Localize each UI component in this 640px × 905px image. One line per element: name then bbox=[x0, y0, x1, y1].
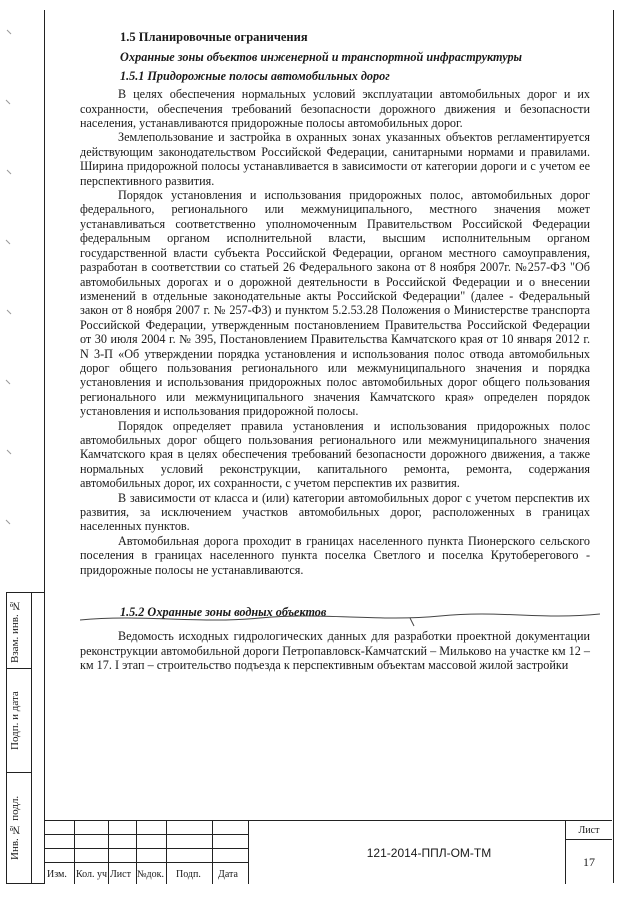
col-list: Лист bbox=[110, 869, 131, 880]
sheet-number: 17 bbox=[583, 855, 595, 869]
paragraph: В зависимости от класса и (или) категории автомобильных дорог с учетом перспектив их развития, за исключением участков автомобильных дорог, расположенных в границах населенных пунктов. bbox=[80, 490, 590, 534]
stamp-label: Взам. инв. № bbox=[9, 599, 21, 663]
title-block bbox=[44, 820, 612, 884]
stamp-label: Подп. и дата bbox=[9, 691, 21, 751]
subsection-water-zones: 1.5.2 Охранные зоны водных объектов bbox=[120, 605, 327, 620]
paragraph: Порядок определяет правила установления и использования придорожных полос автомобильных дорог общего пользования регионального или межмуниципального значения Камчатского края в целях обеспечения требований безопасности дорожного движения, а также нормальных условий реконструкции, капитального ремонта, ремонта, содержания автомобильных дорог, их сохранности, с учетом перспектив их развития. bbox=[80, 418, 590, 491]
col-kol: Кол. уч bbox=[76, 869, 108, 880]
side-stamp bbox=[6, 592, 32, 884]
subsection-infrastructure: Охранные зоны объектов инженерной и транспортной инфраструктуры bbox=[120, 50, 523, 65]
side-stamp-column bbox=[30, 592, 45, 884]
sheet-box bbox=[565, 821, 612, 884]
paragraph: Ведомость исходных гидрологических данных для разработки проектной документации реконструкции автомобильной дороги Петропавловск-Камчатский – Мильково на участке км 12 – км 17. I этап – строительство подъезда к перспективным объектам массовой жилой застройки bbox=[80, 629, 590, 673]
paragraph: Автомобильная дорога проходит в границах населенного пункта Пионерского сельского поселения в границах населенного пункта поселка Светлого и поселка Крутоберегового - придорожные полосы не устанавливаются. bbox=[80, 533, 590, 577]
stamp-label: Инв. № подл. bbox=[9, 795, 21, 861]
col-data: Дата bbox=[218, 869, 238, 880]
stamp-cell-sign-date bbox=[7, 669, 31, 773]
col-ndok: №док. bbox=[137, 869, 164, 880]
document-body bbox=[80, 30, 590, 673]
stamp-cell-inv-original bbox=[7, 773, 31, 883]
sheet-label: Лист bbox=[566, 825, 612, 840]
document-code: 121-2014-ППЛ-ОМ-ТМ bbox=[248, 821, 609, 884]
handwritten-underline bbox=[80, 610, 600, 630]
paragraph: В целях обеспечения нормальных условий эксплуатации автомобильных дорог и их сохранности, обеспечения требований безопасности дорожного движения и безопасности населения, устанавливаются придорожные полосы автомобильных дорог. bbox=[80, 87, 590, 131]
col-izm: Изм. bbox=[47, 869, 67, 880]
col-podp: Подп. bbox=[176, 869, 201, 880]
paragraph: Землепользование и застройка в охранных зонах указанных объектов регламентируется действующим законодательством Российской Федерации, санитарными нормами и правилами. Ширина придорожной полосы устанавливается в зависимости от категории дороги и с учетом ее перспективного развития. bbox=[80, 130, 590, 188]
scan-marks bbox=[4, 20, 14, 580]
paragraph: Порядок установления и использования придорожных полос, автомобильных дорог федерального, регионального или межмуниципального, местного значения может устанавливаться соответственно уполномоченным Правительством Российской Федерации федеральным органом исполнительной власти, высшим исполнительным органом государственной власти субъекта Российской Федерации, органом местного самоуправления, разработан в соответствии со статьей 26 Федерального закона от 8 ноября 2007г. №257-ФЗ "Об автомобильных дорогах и о дорожной деятельности в Российской Федерации и о внесении изменений в отдельные законодательные акты Российской Федерации" (далее - Федеральный закон от 8 ноября 2007 г. № 257-ФЗ) и пунктом 5.2.53.28 Положения о Министерстве транспорта Российской Федерации, утвержденным постановлением Правительства Российской Федерации от 30 июля 2004 г. № 395, Постановлением Правительства Камчатского края от 10 января 2012 г. N 3-П «Об утверждении порядка установления и использования полос отвода автомобильных дорог общего пользования регионального или межмуниципального значения и порядка установления и использования придорожных полос автомобильных дорог общего пользования регионального или межмуниципального значения Камчатского края» определен порядок установления и использования придорожной полосы. bbox=[80, 188, 590, 419]
subsection-roadside-strips: 1.5.1 Придорожные полосы автомобильных дорог bbox=[120, 68, 390, 83]
revision-grid bbox=[44, 821, 248, 884]
stamp-cell-replace-inv bbox=[7, 593, 31, 669]
section-title: 1.5 Планировочные ограничения bbox=[120, 30, 308, 44]
